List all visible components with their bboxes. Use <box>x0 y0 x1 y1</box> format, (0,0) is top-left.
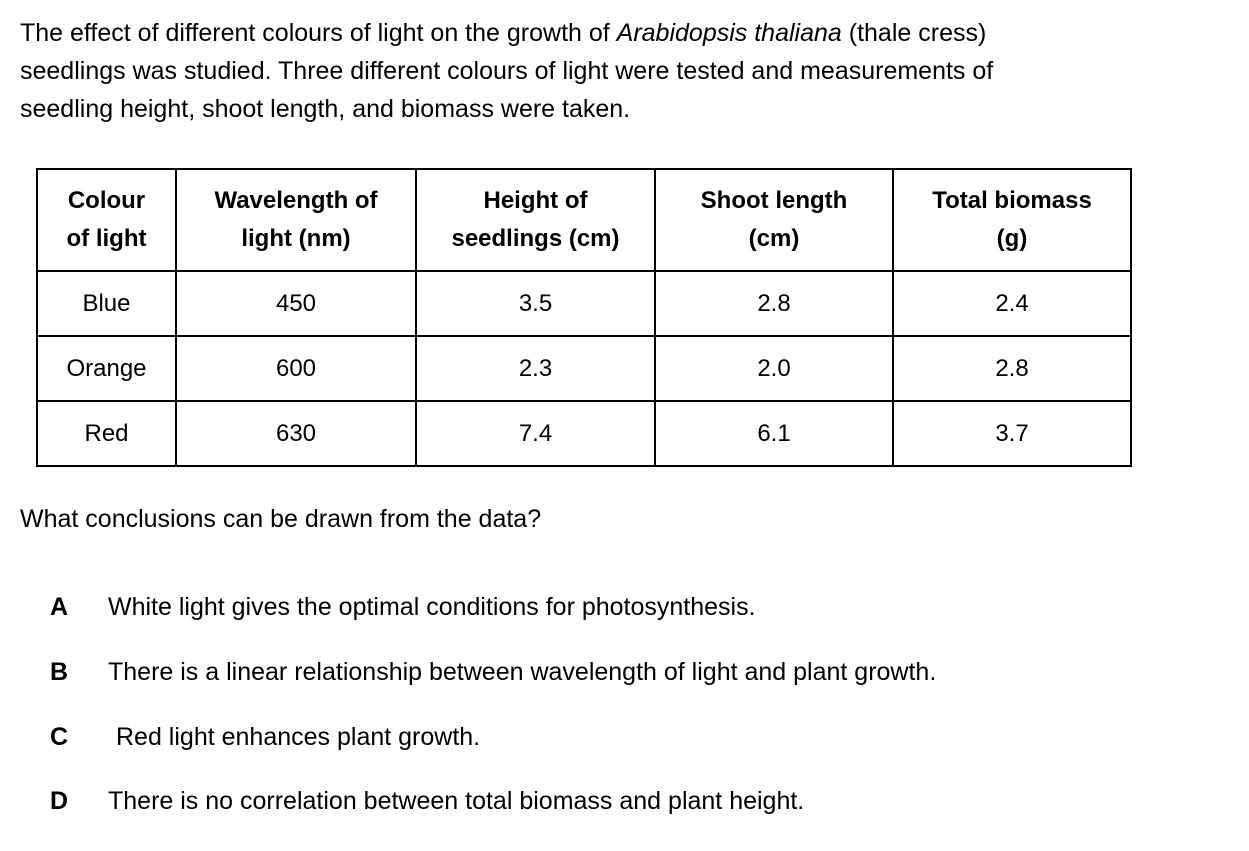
stem-line-2: seedlings was studied. Three different colours of light were tested and measurements of <box>20 57 994 85</box>
option-text: There is no correlation between total biomass and plant height. <box>108 787 805 815</box>
question-stem <box>20 14 1220 128</box>
header-colour: Colour of light <box>37 169 176 271</box>
cell-wavelength: 450 <box>176 271 416 336</box>
cell-colour: Red <box>37 401 176 466</box>
header-height: Height of seedlings (cm) <box>416 169 655 271</box>
stem-text: (thale cress) <box>841 19 987 47</box>
table-header-row <box>37 169 1131 271</box>
option-letter: C <box>50 723 69 751</box>
cell-wavelength: 600 <box>176 336 416 401</box>
header-biomass: Total biomass (g) <box>893 169 1131 271</box>
header-shoot-length: Shoot length (cm) <box>655 169 893 271</box>
table-row <box>37 336 1131 401</box>
cell-shoot-length: 2.0 <box>655 336 893 401</box>
species-name: Arabidopsis thaliana <box>616 19 842 47</box>
cell-wavelength: 630 <box>176 401 416 466</box>
results-table <box>36 168 1132 467</box>
cell-biomass: 2.8 <box>893 336 1131 401</box>
stem-text: The effect of different colours of light on the growth of <box>20 19 617 47</box>
cell-shoot-length: 2.8 <box>655 271 893 336</box>
cell-biomass: 2.4 <box>893 271 1131 336</box>
table-row <box>37 401 1131 466</box>
cell-height: 7.4 <box>416 401 655 466</box>
stem-line-1 <box>20 14 1220 52</box>
question-prompt: What conclusions can be drawn from the data? <box>20 505 542 533</box>
cell-height: 2.3 <box>416 336 655 401</box>
option-text: There is a linear relationship between wavelength of light and plant growth. <box>108 658 937 686</box>
option-text: White light gives the optimal conditions for photosynthesis. <box>108 593 756 621</box>
cell-biomass: 3.7 <box>893 401 1131 466</box>
cell-colour: Blue <box>37 271 176 336</box>
option-letter: B <box>50 658 69 686</box>
option-text: Red light enhances plant growth. <box>116 723 481 751</box>
cell-shoot-length: 6.1 <box>655 401 893 466</box>
option-letter: D <box>50 787 69 815</box>
header-wavelength: Wavelength of light (nm) <box>176 169 416 271</box>
option-letter: A <box>50 593 69 621</box>
cell-height: 3.5 <box>416 271 655 336</box>
table-row <box>37 271 1131 336</box>
cell-colour: Orange <box>37 336 176 401</box>
stem-line-3: seedling height, shoot length, and biomass were taken. <box>20 95 631 123</box>
